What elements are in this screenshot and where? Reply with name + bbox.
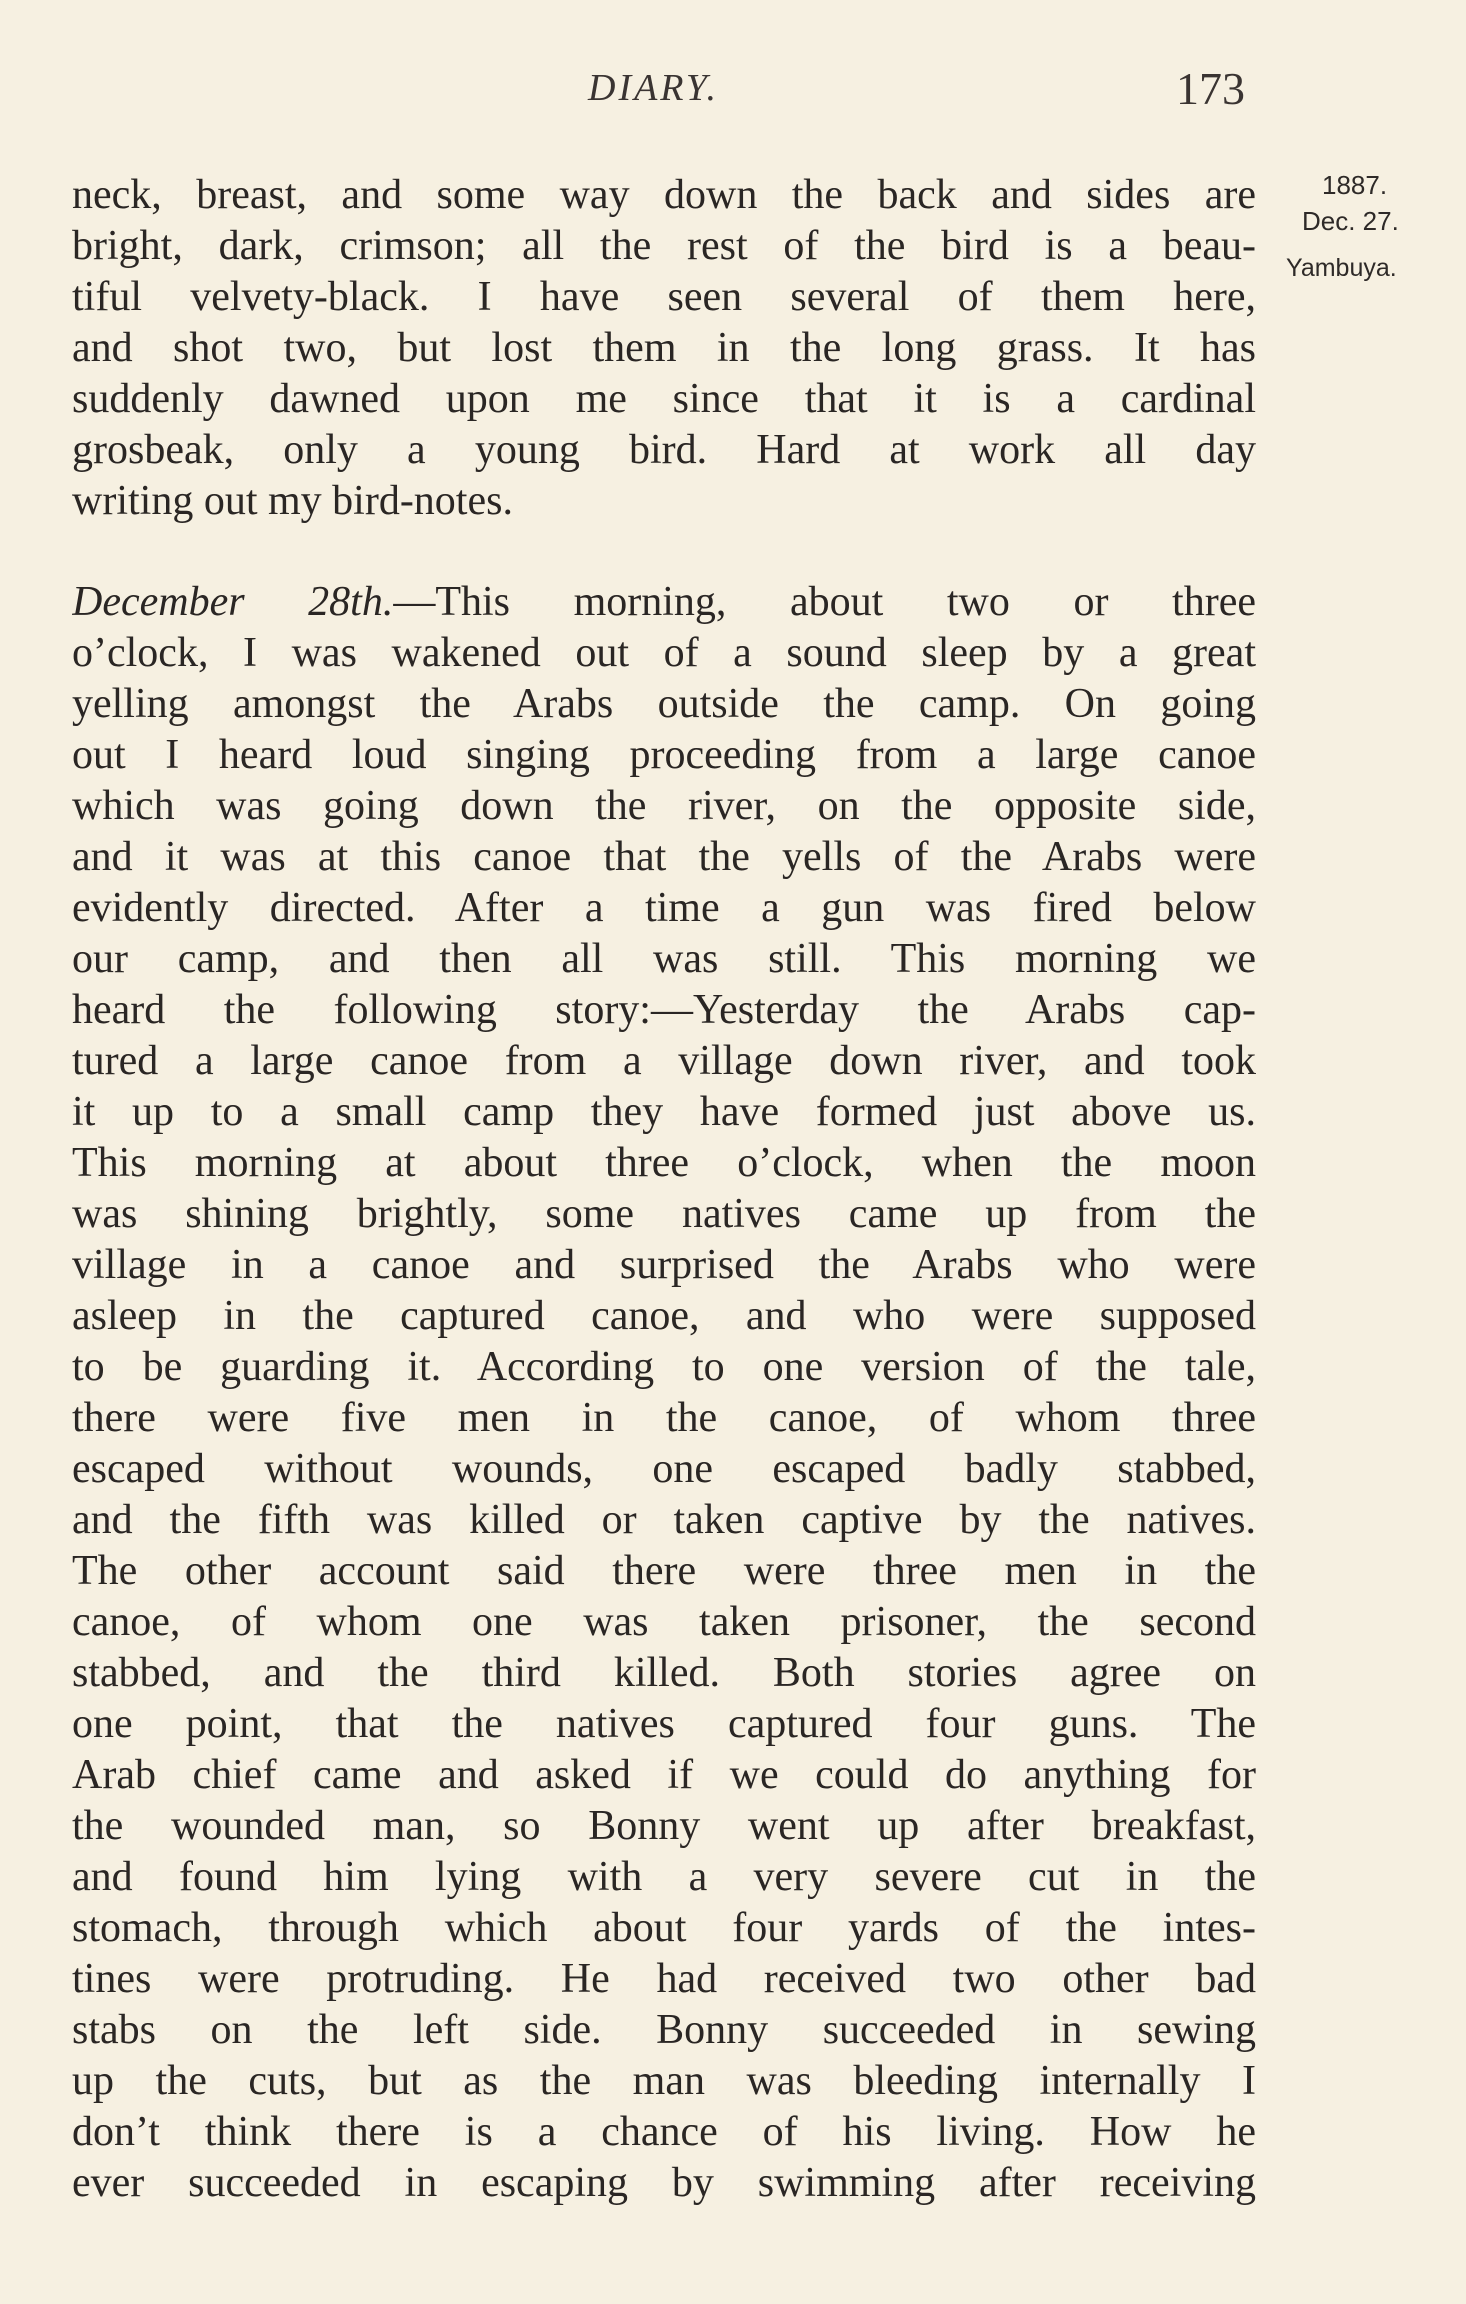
text-line: tines were protruding. He had received two other bad	[72, 1956, 1256, 2002]
running-title: DIARY.	[588, 67, 719, 109]
text-line: bright, dark, crimson; all the rest of the bird is a beau-	[72, 223, 1256, 269]
text-line: tured a large canoe from a village down river, and took	[72, 1038, 1256, 1084]
text-line: suddenly dawned upon me since that it is a cardinal	[72, 376, 1256, 422]
text-line: which was going down the river, on the opposite side,	[72, 783, 1256, 829]
text-line: canoe, of whom one was taken prisoner, the second	[72, 1599, 1256, 1645]
text-line: our camp, and then all was still. This morning we	[72, 936, 1256, 982]
running-head	[0, 62, 1466, 122]
text-line: evidently directed. After a time a gun was fired below	[72, 885, 1256, 931]
text-line: up the cuts, but as the man was bleeding internally I	[72, 2058, 1256, 2104]
text-line: and found him lying with a very severe cut in the	[72, 1854, 1256, 1900]
text-line: Arab chief came and asked if we could do anything for	[72, 1752, 1256, 1798]
margin-note-place: Yambuya.	[1286, 254, 1397, 282]
paragraph-gap	[72, 527, 1256, 577]
text-line: the wounded man, so Bonny went up after breakfast,	[72, 1803, 1256, 1849]
text-line: don’t think there is a chance of his living. How he	[72, 2109, 1256, 2155]
text-line: escaped without wounds, one escaped badly stabbed,	[72, 1446, 1256, 1492]
body-text	[72, 170, 1256, 2209]
text-line: it up to a small camp they have formed just above us.	[72, 1089, 1256, 1135]
text-line: neck, breast, and some way down the back and sides are	[72, 172, 1256, 218]
text-line: stabbed, and the third killed. Both stories agree on	[72, 1650, 1256, 1696]
text-line: and it was at this canoe that the yells of the Arabs were	[72, 834, 1256, 880]
text-line: village in a canoe and surprised the Arabs who were	[72, 1242, 1256, 1288]
text-line: stabs on the left side. Bonny succeeded in sewing	[72, 2007, 1256, 2053]
paragraph-2	[72, 577, 1256, 2209]
text-line: stomach, through which about four yards of the intes-	[72, 1905, 1256, 1951]
text-line: ever succeeded in escaping by swimming after receiving	[72, 2160, 1256, 2206]
text-line: This morning at about three o’clock, when the moon	[72, 1140, 1256, 1186]
paragraph-1	[72, 170, 1256, 527]
text-line: heard the following story:—Yesterday the Arabs cap-	[72, 987, 1256, 1033]
text-line: was shining brightly, some natives came up from the	[72, 1191, 1256, 1237]
text-line: o’clock, I was wakened out of a sound sleep by a great	[72, 630, 1256, 676]
text-line: writing out my bird-notes.	[72, 478, 513, 524]
page-number: 173	[1176, 63, 1245, 114]
text-line-first	[72, 577, 1256, 628]
text-line: one point, that the natives captured four guns. The	[72, 1701, 1256, 1747]
text-line: and the fifth was killed or taken captive by the natives.	[72, 1497, 1256, 1543]
margin-note-date: Dec. 27.	[1302, 206, 1399, 236]
text-line: grosbeak, only a young bird. Hard at work all day	[72, 427, 1256, 473]
text-line: there were five men in the canoe, of whom three	[72, 1395, 1256, 1441]
text-line: The other account said there were three men in the	[72, 1548, 1256, 1594]
text-line: tiful velvety-black. I have seen several of them here,	[72, 274, 1256, 320]
text-line: yelling amongst the Arabs outside the camp. On going	[72, 681, 1256, 727]
text-line: out I heard loud singing proceeding from a large canoe	[72, 732, 1256, 778]
text-line: to be guarding it. According to one version of the tale,	[72, 1344, 1256, 1390]
text-line: asleep in the captured canoe, and who were supposed	[72, 1293, 1256, 1339]
text-line: and shot two, but lost them in the long grass. It has	[72, 325, 1256, 371]
entry-first-line: —This morning, about two or three	[393, 579, 1256, 625]
entry-date: December 28th.	[72, 579, 394, 625]
margin-note-year: 1887.	[1322, 170, 1388, 200]
